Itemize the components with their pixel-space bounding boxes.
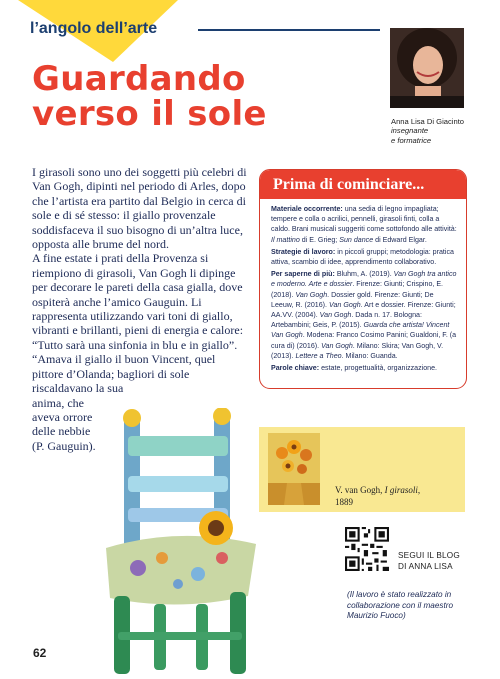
- reference-3-post: . Art e dossier. Firenze: Giunti; AA.VV. (2004).: [271, 300, 456, 320]
- info-box-title: Prima di cominciare...: [273, 176, 425, 193]
- reference-6-post: . Milano: Skira; Van Gogh, V. (2013).: [271, 341, 444, 360]
- caption-line-1: V. van Gogh, I girasoli,: [335, 485, 421, 495]
- author-photo: [390, 28, 464, 108]
- music-author-1: di E. Grieg;: [301, 235, 338, 244]
- materials-text: una sedia di legno impagliata; tempere e colla o acrilici, pennelli, girasoli finti, colla a caldo. Brani musicali suggeriti come sottofondo alle attività:: [271, 205, 457, 234]
- keywords-label: Parole chiave:: [271, 364, 320, 373]
- quote-line-1: “Amava il giallo il buon Vincent, quel: [32, 352, 216, 367]
- caption-artist: V. van Gogh,: [335, 485, 383, 495]
- materials-section: [271, 204, 457, 245]
- caption-year: 1889: [335, 497, 353, 507]
- info-box-body: [271, 204, 457, 375]
- painted-chair-image: [88, 408, 268, 676]
- article-paragraph-2: A fine estate i prati della Provenza si riempiono di girasoli, Van Gogh li dipinge per decorare le pareti della casa gialla, dove ospiterà anche l’amico Gauguin. Li rappresenta utilizzando vari toni di giallo, vibranti e brillanti, pieni di energia e calore: “Tutto sarà una sinfonia in blu e in giallo”.: [32, 251, 244, 352]
- quote-source: (P. Gauguin).: [32, 438, 96, 453]
- reference-4-title: Van Gogh: [319, 311, 352, 320]
- strategies-text: in piccoli gruppi; metodologia: pratica attiva, scambio di idee, apprendimento collaborativo.: [271, 247, 454, 267]
- reference-1-title: Van Gogh tra antico e moderno. Arte e dossier: [271, 270, 457, 289]
- sunflower-decoration: [199, 511, 233, 545]
- blog-label-line-1: SEGUI IL BLOG: [398, 551, 460, 560]
- reference-3-title: Van Gogh: [328, 300, 361, 309]
- article-paragraph-1: I girasoli sono uno dei soggetti più celebri di Van Gogh, dipinti nel periodo di Arles, dopo che l’artista era partito dal Belgio in cerca di sole e di sé stesso: il giallo provenzale soddisfaceva il suo bisogno di un’altra luce, opposta alle brume del nord.: [32, 165, 247, 252]
- reference-5-post: . Modena: Franco Cosimo Panini; Gualdoni, F. (a cura di) (2016).: [271, 331, 457, 350]
- author-role: [391, 126, 481, 146]
- reference-1-post: . Firenze: Giunti; Crispino, E. (2018).: [271, 280, 444, 299]
- keywords-section: [271, 363, 457, 373]
- author-name: Anna Lisa Di Giacinto: [391, 117, 465, 126]
- materials-label: Materiale occorrente:: [271, 205, 343, 213]
- reference-1-pre: Bluhm, A. (2019).: [336, 270, 392, 279]
- reference-7-post: . Milano: Guanda.: [341, 351, 398, 360]
- blog-label: [398, 550, 460, 572]
- music-title-1: Il mattino: [271, 235, 300, 244]
- quote-line-6: delle nebbie: [32, 424, 91, 439]
- section-tag: l’angolo dell’arte: [30, 20, 158, 37]
- painting-caption: [335, 484, 420, 508]
- quote-line-5: aveva orrore: [32, 409, 93, 424]
- qr-code[interactable]: [345, 527, 389, 571]
- keywords-text: estate, progettualità, organizzazione.: [321, 364, 438, 373]
- reference-2-title: Van Gogh: [295, 290, 328, 299]
- reference-7-title: Lettere a Theo: [295, 351, 342, 360]
- music-author-2: di Edward Elgar.: [375, 235, 427, 244]
- caption-title: I girasoli: [384, 485, 418, 495]
- strategies-section: [271, 247, 457, 267]
- author-role-line-2: e formatrice: [391, 136, 432, 145]
- page-number: 62: [33, 646, 47, 660]
- collaboration-note: (Il lavoro è stato realizzato in collaborazione con il maestro Maurizio Fuoco): [347, 590, 454, 620]
- info-box: [259, 169, 467, 389]
- references-label: Per saperne di più:: [271, 270, 335, 279]
- author-role-line-1: insegnante: [391, 126, 429, 135]
- reference-6-title: Van Gogh: [321, 341, 353, 350]
- page-title: [32, 59, 267, 134]
- reference-5-title: Guarda che artista! Vincent Van Gogh: [271, 321, 450, 340]
- quote-line-2: pittore d’Olanda; bagliori di sole: [32, 366, 190, 381]
- strategies-label: Strategie di lavoro:: [271, 247, 336, 256]
- page-title-line-1: Guardando: [32, 59, 246, 99]
- reference-4-post: . Dada n. 17. Bologna: Artebambini; Geis, P. (2015).: [271, 311, 422, 330]
- info-box-header: [260, 170, 466, 199]
- references-section: [271, 269, 457, 361]
- header-rule: [198, 29, 380, 31]
- music-title-2: Sun dance: [339, 235, 374, 244]
- sunflowers-painting-image: [268, 433, 320, 505]
- quote-line-4: anima, che: [32, 395, 84, 410]
- page-title-line-2: verso il sole: [32, 94, 267, 134]
- quote-line-3: riscaldavano la sua: [32, 381, 124, 396]
- blog-label-line-2: DI ANNA LISA: [398, 562, 453, 571]
- reference-2-post: . Dossier gold. Firenze: Giunti; De Leeuw, R. (2016).: [271, 290, 434, 309]
- author-portrait-image: [390, 28, 464, 108]
